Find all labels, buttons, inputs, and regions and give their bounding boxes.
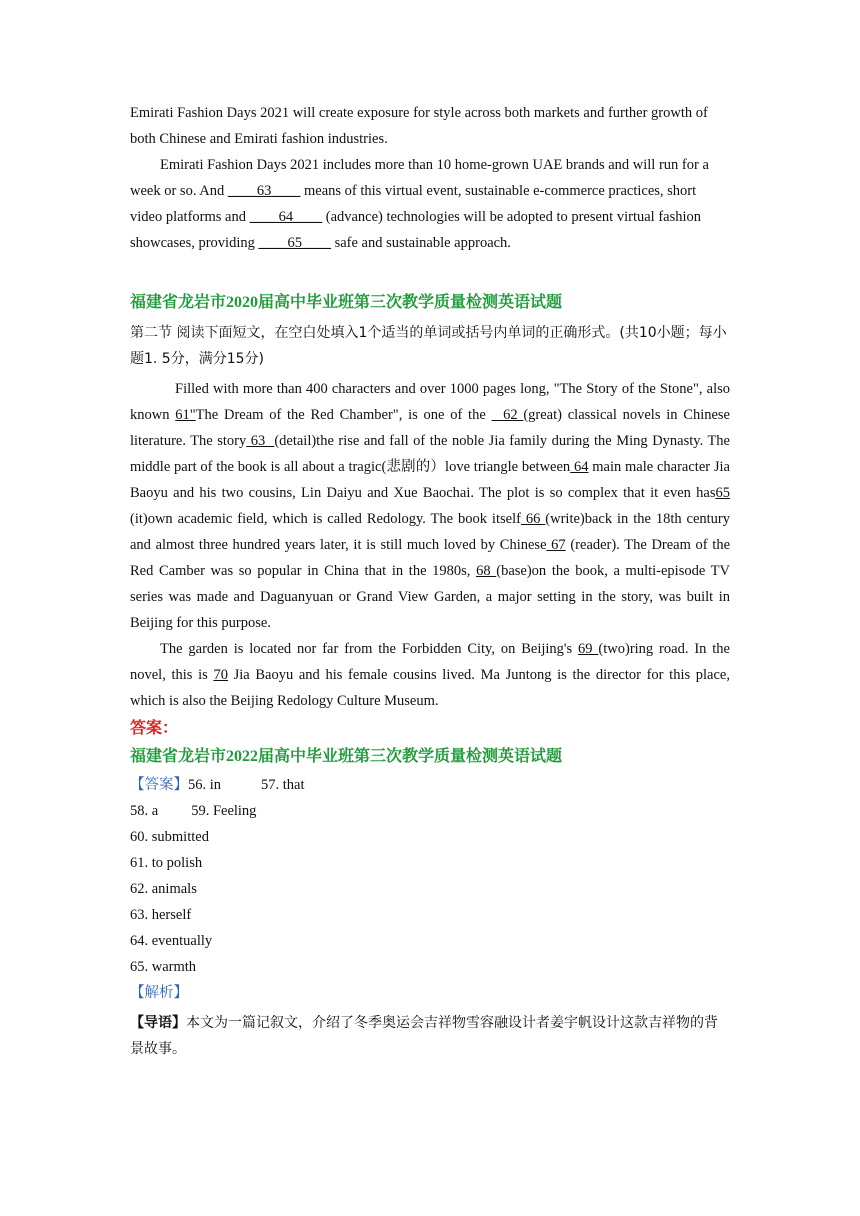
- answer-57: 57. that: [261, 777, 305, 793]
- answer-58: 58. a: [130, 803, 159, 819]
- passage1-paragraph2: [130, 152, 730, 256]
- passage1-paragraph1: [130, 100, 730, 152]
- answer-row-56-57: [130, 772, 730, 798]
- story-text: (great) classical novels in Chinese literature. The story: [130, 407, 730, 449]
- story-paragraph1: [130, 376, 730, 636]
- section-2020-instructions: 第二节 阅读下面短文，在空白处填入1个适当的单词或括号内单词的正确形式。(共10小题；每小题1. 5分，满分15分): [130, 325, 727, 367]
- story-text: The garden is located nor far from the Forbidden City, on Beijing's: [160, 641, 579, 657]
- blank-65: 65: [715, 485, 730, 501]
- guide-text: 本文为一篇记叙文，介绍了冬季奥运会吉祥物雪容融设计者姜宇帆设计这款吉祥物的背景故事。: [130, 1015, 718, 1057]
- answer-59: 59. Feeling: [191, 803, 257, 819]
- answer-62: 62. animals: [130, 881, 197, 897]
- analysis-tag: 【解析】: [130, 985, 188, 1001]
- story-text: (it)own academic field, which is called Redology. The book itself: [130, 511, 521, 527]
- story-paragraph2: [130, 636, 730, 714]
- blank-65: ____65____: [258, 235, 331, 251]
- story-text: main male character Jia Baoyu and his two cousins, Lin Daiyu and Xue Baochai. The plot is so complex that it even has: [130, 459, 730, 501]
- blank-66: 66: [520, 511, 546, 527]
- story-text: (two)ring road. In the novel, this is: [130, 641, 730, 683]
- passage1-text: Emirati Fashion Days 2021 includes more than 10 home-grown UAE brands and will run for a week or so. And: [130, 157, 709, 199]
- story-text: Filled with more than 400 characters and over 1000 pages long, "The Story of the Stone", also known: [130, 381, 730, 423]
- guide-tag: 【导语】: [130, 1015, 186, 1031]
- story-text: (base)on the book, a multi-episode TV series was made and Daguanyuan or Grand View Garden, a major setting in the story, was built in Beijing for this purpose.: [130, 563, 731, 631]
- blank-64: ____64____: [249, 209, 323, 225]
- story-text: (write)back in the 18th century and almost three hundred years later, it is still much loved by Chinese: [130, 511, 731, 553]
- blank-68: 68: [476, 563, 497, 579]
- passage1-text: means of this virtual event, sustainable e-commerce practices, short video platforms and: [130, 183, 697, 225]
- blank-61: 61": [175, 407, 196, 423]
- guide-paragraph: [130, 1010, 730, 1062]
- story-text: Jia Baoyu and his female cousins lived. Ma Juntong is the director for this place, which is also the Beijing Redology Culture Museum.: [130, 667, 730, 709]
- passage1-text: safe and sustainable approach.: [330, 235, 511, 251]
- answer-row-58-59: [130, 798, 730, 824]
- answer-60: 60. submitted: [130, 829, 209, 845]
- passage1-text: (advance) technologies will be adopted to present virtual fashion showcases, providing: [130, 209, 701, 251]
- blank-70: 70: [213, 667, 228, 683]
- blank-69: 69: [578, 641, 599, 657]
- story-text: (detail)the rise and fall of the noble Jia family during the Ming Dynasty. The middle part of the book is all about a tragic(悲剧的）love triangle between: [130, 433, 730, 475]
- blank-67: 67: [546, 537, 566, 553]
- story-text: (reader). The Dream of the Red Camber was so popular in China that in the 1980s,: [130, 537, 730, 579]
- answer-65: 65. warmth: [130, 959, 197, 975]
- blank-64: 64: [570, 459, 589, 475]
- answer-56: 56. in: [188, 777, 222, 793]
- section-2022-title: 福建省龙岩市2022届高中毕业班第三次教学质量检测英语试题: [130, 748, 563, 765]
- answer-tag: 【答案】: [130, 777, 188, 793]
- section-2020-title: 福建省龙岩市2020届高中毕业班第三次教学质量检测英语试题: [130, 294, 563, 311]
- blank-62: 62: [491, 407, 524, 423]
- blank-63: 63: [246, 433, 275, 449]
- answer-64: 64. eventually: [130, 933, 213, 949]
- answer-61: 61. to polish: [130, 855, 203, 871]
- answer-63: 63. herself: [130, 907, 192, 923]
- passage1-text: Emirati Fashion Days 2021 will create exposure for style across both markets and further growth of both Chinese and Emirati fashion industries.: [130, 105, 708, 147]
- document-page: [130, 100, 730, 1062]
- story-text: The Dream of the Red Chamber", is one of the: [195, 407, 492, 423]
- blank-63: ____63____: [227, 183, 301, 199]
- answer-label: 答案：: [130, 720, 179, 737]
